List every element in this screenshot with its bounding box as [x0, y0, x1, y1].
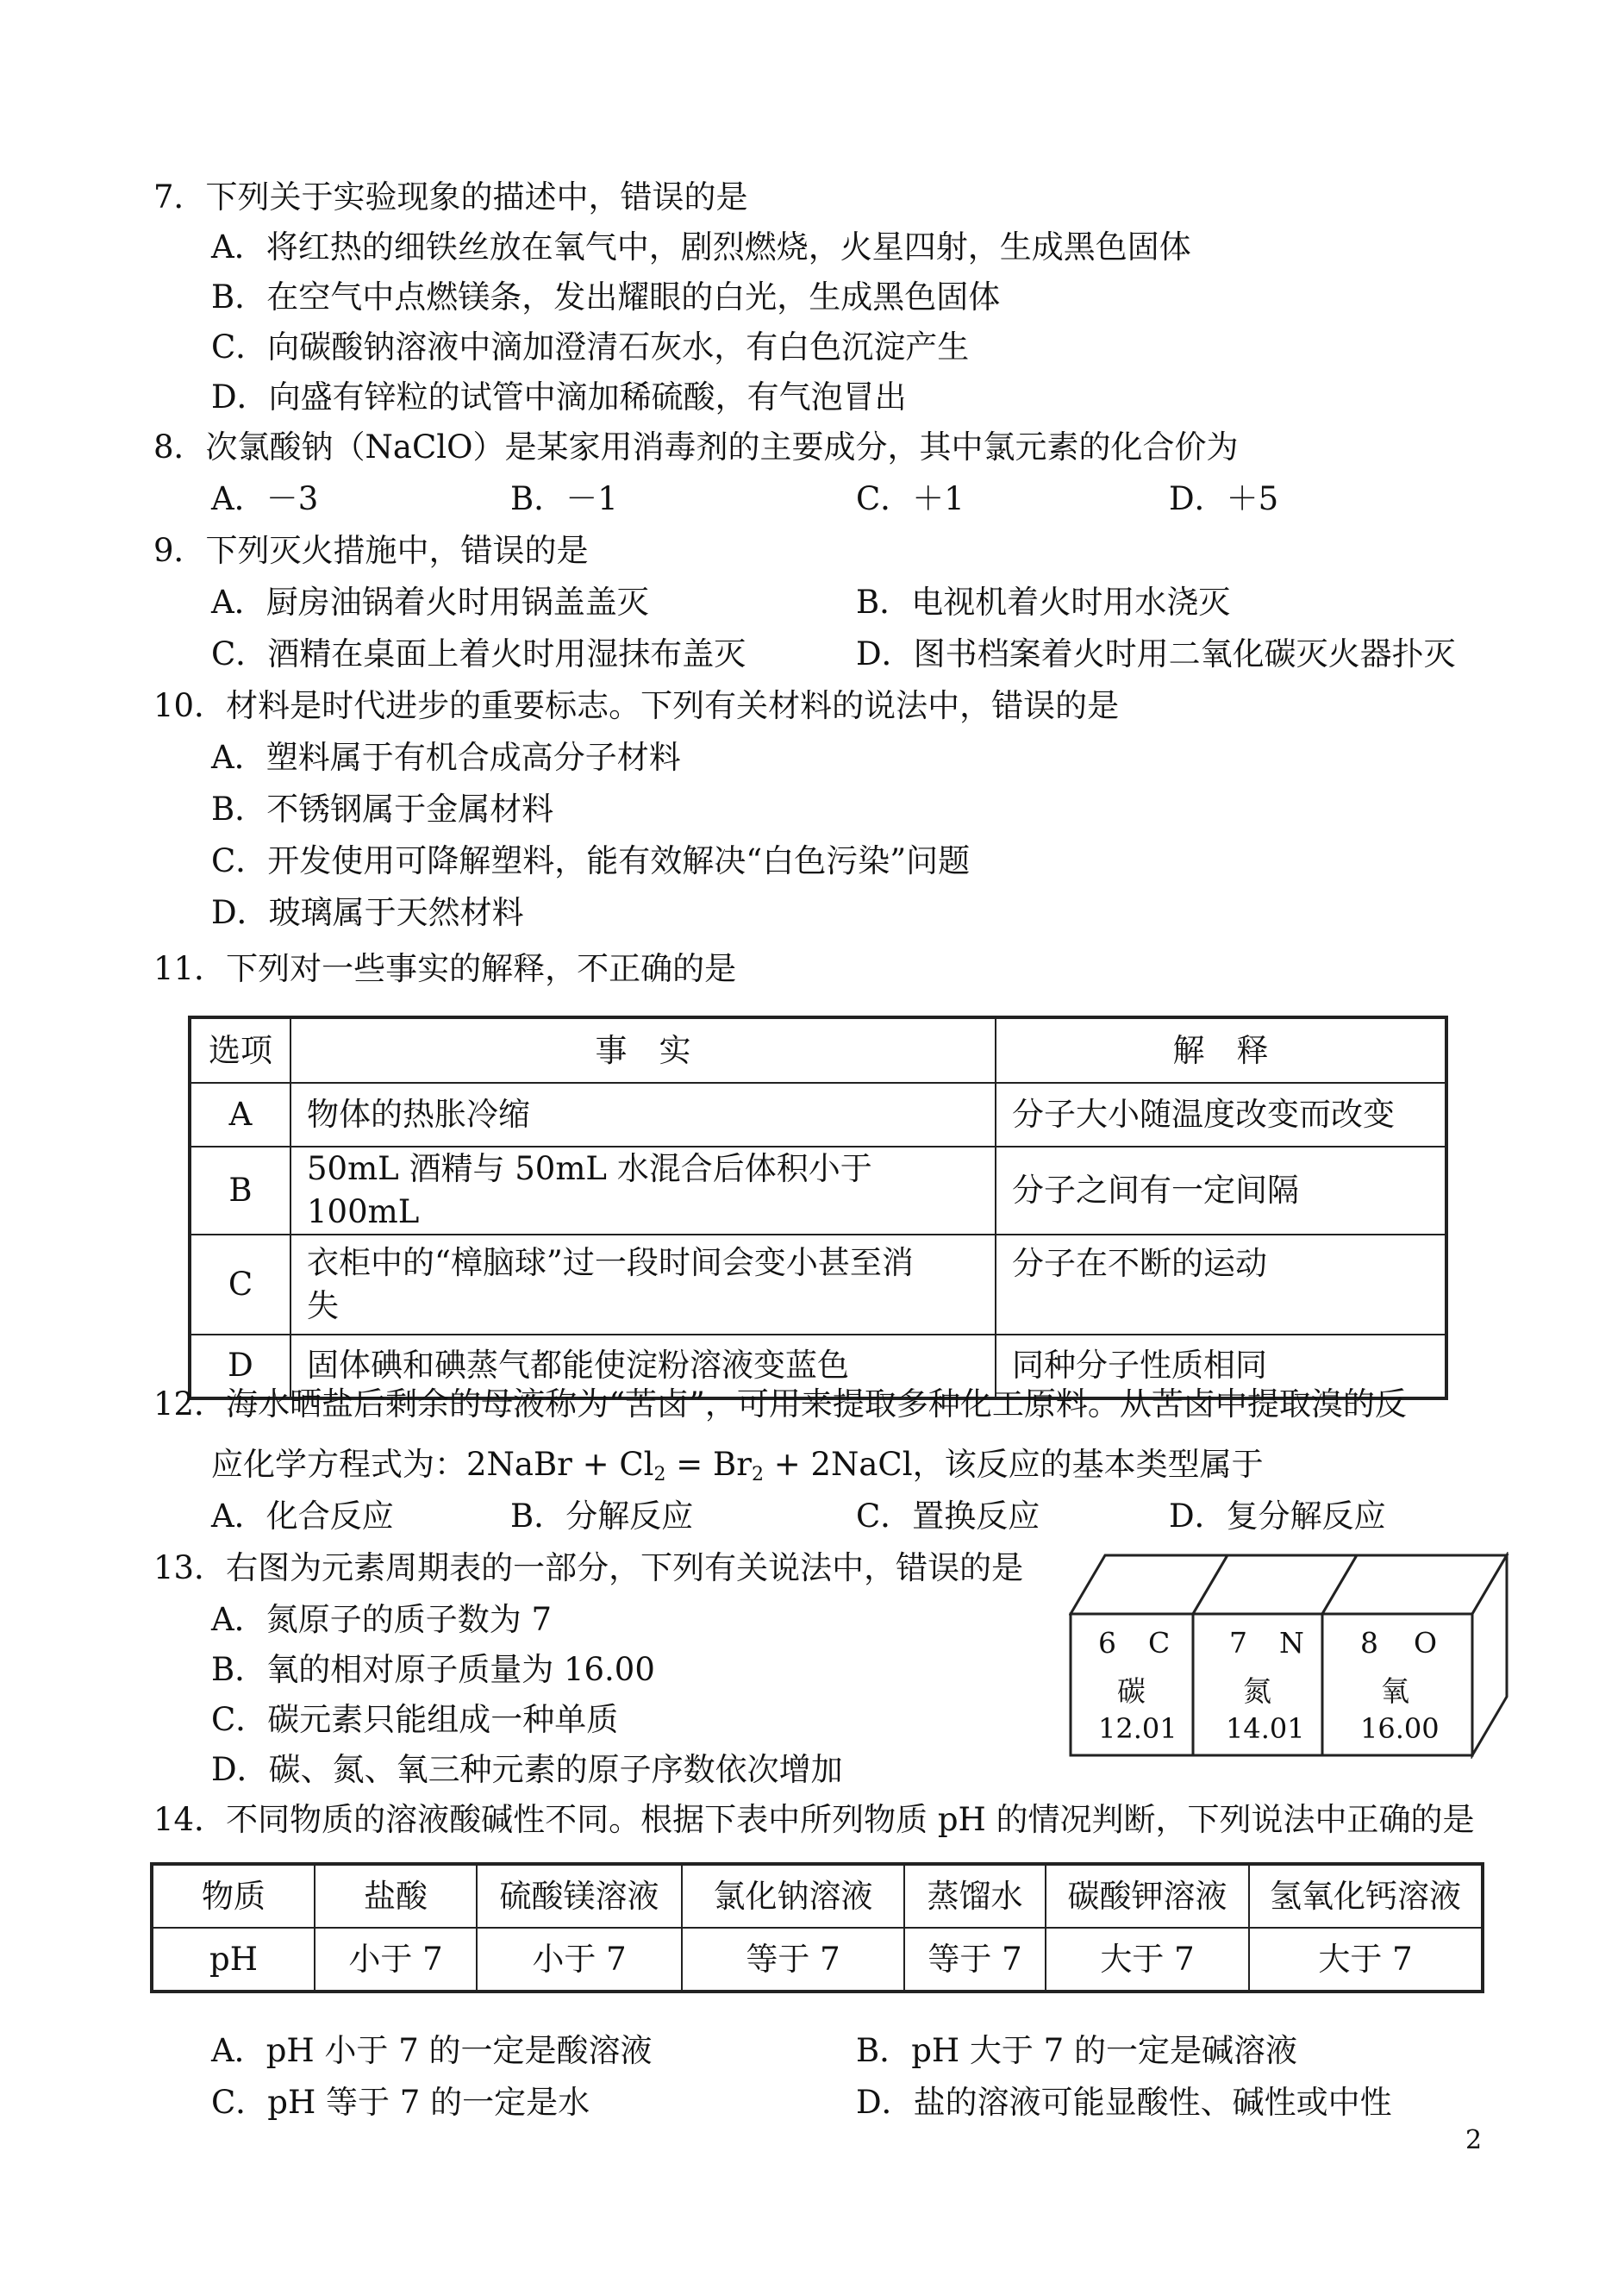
- q14-substance-5: 碳酸钾溶液: [1046, 1864, 1249, 1928]
- q10-option-a: A．塑料属于有机合成高分子材料: [211, 739, 681, 776]
- q8-option-b: B．－1: [510, 480, 618, 517]
- q9-option-b: B．电视机着火时用水浇灭: [856, 584, 1231, 621]
- q14-substance-1: 盐酸: [315, 1864, 477, 1928]
- q12-stem-line1: 12．海水晒盐后剩余的母液称为“苦卤”，可用来提取多种化工原料。从苦卤中提取溴的反: [153, 1385, 1407, 1423]
- q14-ph-2: 小于 7: [477, 1928, 682, 1992]
- q12-option-a: A．化合反应: [211, 1498, 394, 1535]
- q9-option-d: D．图书档案着火时用二氧化碳灭火器扑灭: [856, 635, 1456, 672]
- q14-option-a: A．pH 小于 7 的一定是酸溶液: [211, 2032, 653, 2069]
- q11-row-c-fact-line2: 失: [307, 1286, 339, 1324]
- q9-option-a: A．厨房油锅着火时用锅盖盖灭: [211, 584, 649, 621]
- q11-table-header: [190, 1017, 1446, 1083]
- q14-option-d: D．盐的溶液可能显酸性、碱性或中性: [856, 2084, 1392, 2121]
- q7-option-c: C．向碳酸钠溶液中滴加澄清石灰水，有白色沉淀产生: [211, 328, 970, 366]
- element-o-symbol: O: [1414, 1626, 1438, 1660]
- q11-header-fact: 事 实: [290, 1017, 996, 1083]
- q7-option-a: A．将红热的细铁丝放在氧气中，剧烈燃烧，火星四射，生成黑色固体: [211, 228, 1191, 266]
- q8-option-d: D．＋5: [1169, 480, 1279, 517]
- element-n-mass: 14.01: [1226, 1712, 1305, 1745]
- q11-row-a-option: A: [190, 1083, 290, 1147]
- q12-equation-prefix: 应化学方程式为：2NaBr + Cl: [211, 1446, 654, 1483]
- q10-option-c: C．开发使用可降解塑料，能有效解决“白色污染”问题: [211, 842, 971, 879]
- element-c-name: 碳: [1117, 1674, 1146, 1708]
- q8-option-c: C．＋1: [856, 480, 965, 517]
- q7-option-d: D．向盛有锌粒的试管中滴加稀硫酸，有气泡冒出: [211, 378, 907, 416]
- q7-option-b: B．在空气中点燃镁条，发出耀眼的白光，生成黑色固体: [211, 278, 1001, 316]
- q14-substance-3: 氯化钠溶液: [682, 1864, 904, 1928]
- q12-option-c: C．置换反应: [856, 1498, 1040, 1535]
- periodic-table-fragment: [1069, 1552, 1517, 1759]
- q14-ph-4: 等于 7: [904, 1928, 1046, 1992]
- q11-table: [188, 1016, 1448, 1400]
- q13-option-d: D．碳、氮、氧三种元素的原子序数依次增加: [211, 1751, 843, 1788]
- element-o-number: 8: [1360, 1626, 1378, 1660]
- q12-equation-mid: = Br: [665, 1446, 752, 1483]
- q11-header-explanation: 解 释: [996, 1017, 1446, 1083]
- q13-option-a: A．氮原子的质子数为 7: [211, 1601, 553, 1638]
- page-number: 2: [1465, 2125, 1483, 2155]
- q13-option-b: B．氧的相对原子质量为 16.00: [211, 1651, 655, 1688]
- q14-option-c: C．pH 等于 7 的一定是水: [211, 2084, 590, 2121]
- q11-row-b-fact: 50mL 酒精与 50mL 水混合后体积小于 100mL: [290, 1147, 996, 1235]
- q11-header-option: 选项: [190, 1017, 290, 1083]
- q10-option-b: B．不锈钢属于金属材料: [211, 791, 554, 828]
- q11-row-b-explanation: 分子之间有一定间隔: [996, 1147, 1446, 1235]
- element-c-symbol: C: [1148, 1626, 1171, 1660]
- q14-substance-2: 硫酸镁溶液: [477, 1864, 682, 1928]
- q7-stem: 7．下列关于实验现象的描述中，错误的是: [153, 178, 748, 216]
- q11-row-d-option: D: [190, 1335, 290, 1398]
- q11-stem: 11．下列对一些事实的解释，不正确的是: [153, 950, 737, 987]
- element-n-symbol: N: [1279, 1626, 1304, 1660]
- q11-row-c-option: C: [190, 1235, 290, 1335]
- q12-stem-line2: [211, 1446, 1264, 1485]
- element-c-mass: 12.01: [1098, 1712, 1177, 1745]
- q13-option-c: C．碳元素只能组成一种单质: [211, 1701, 619, 1738]
- q9-stem: 9．下列灭火措施中，错误的是: [153, 532, 589, 569]
- q14-table: [150, 1862, 1484, 1993]
- q14-header-substance: 物质: [152, 1864, 315, 1928]
- q11-row-c-explanation: 分子在不断的运动: [996, 1235, 1446, 1335]
- table-row: [190, 1147, 1446, 1235]
- q14-row-ph: [152, 1928, 1483, 1992]
- q11-row-b-option: B: [190, 1147, 290, 1235]
- q11-row-d-explanation: 同种分子性质相同: [996, 1335, 1446, 1398]
- element-c-number: 6: [1098, 1626, 1116, 1660]
- table-row: [190, 1235, 1446, 1335]
- q12-option-b: B．分解反应: [510, 1498, 694, 1535]
- q8-option-a: A．－3: [211, 480, 319, 517]
- q14-substance-6: 氢氧化钙溶液: [1249, 1864, 1483, 1928]
- q14-option-b: B．pH 大于 7 的一定是碱溶液: [856, 2032, 1297, 2069]
- q12-option-d: D．复分解反应: [1169, 1498, 1386, 1535]
- q14-ph-6: 大于 7: [1249, 1928, 1483, 1992]
- q12-sub-br2: 2: [751, 1464, 764, 1485]
- q11-row-d-fact: 固体碘和碘蒸气都能使淀粉溶液变蓝色: [290, 1335, 996, 1398]
- q14-ph-5: 大于 7: [1046, 1928, 1249, 1992]
- q14-stem: 14．不同物质的溶液酸碱性不同。根据下表中所列物质 pH 的情况判断，下列说法中正确的是: [153, 1801, 1475, 1838]
- element-n-number: 7: [1229, 1626, 1247, 1660]
- q11-row-c-fact-line1: 衣柜中的“樟脑球”过一段时间会变小甚至消: [307, 1243, 914, 1281]
- element-o-name: 氧: [1381, 1674, 1409, 1708]
- q14-substance-4: 蒸馏水: [904, 1864, 1046, 1928]
- q13-stem: 13．右图为元素周期表的一部分，下列有关说法中，错误的是: [153, 1549, 1024, 1586]
- q11-row-a-fact: 物体的热胀冷缩: [290, 1083, 996, 1147]
- element-n-name: 氮: [1243, 1674, 1271, 1708]
- q11-row-c-fact: [290, 1235, 996, 1335]
- q12-sub-cl2: 2: [653, 1464, 666, 1485]
- q9-option-c: C．酒精在桌面上着火时用湿抹布盖灭: [211, 635, 746, 672]
- q10-option-d: D．玻璃属于天然材料: [211, 894, 524, 931]
- table-row: [190, 1083, 1446, 1147]
- q11-row-a-explanation: 分子大小随温度改变而改变: [996, 1083, 1446, 1147]
- q8-stem: 8．次氯酸钠（NaClO）是某家用消毒剂的主要成分，其中氯元素的化合价为: [153, 428, 1239, 466]
- q14-ph-1: 小于 7: [315, 1928, 477, 1992]
- q12-equation-suffix: + 2NaCl，该反应的基本类型属于: [763, 1446, 1264, 1483]
- q14-row-substance: [152, 1864, 1483, 1928]
- q14-ph-3: 等于 7: [682, 1928, 904, 1992]
- q14-header-ph: pH: [152, 1928, 315, 1992]
- q10-stem: 10．材料是时代进步的重要标志。下列有关材料的说法中，错误的是: [153, 687, 1120, 724]
- element-o-mass: 16.00: [1360, 1712, 1440, 1745]
